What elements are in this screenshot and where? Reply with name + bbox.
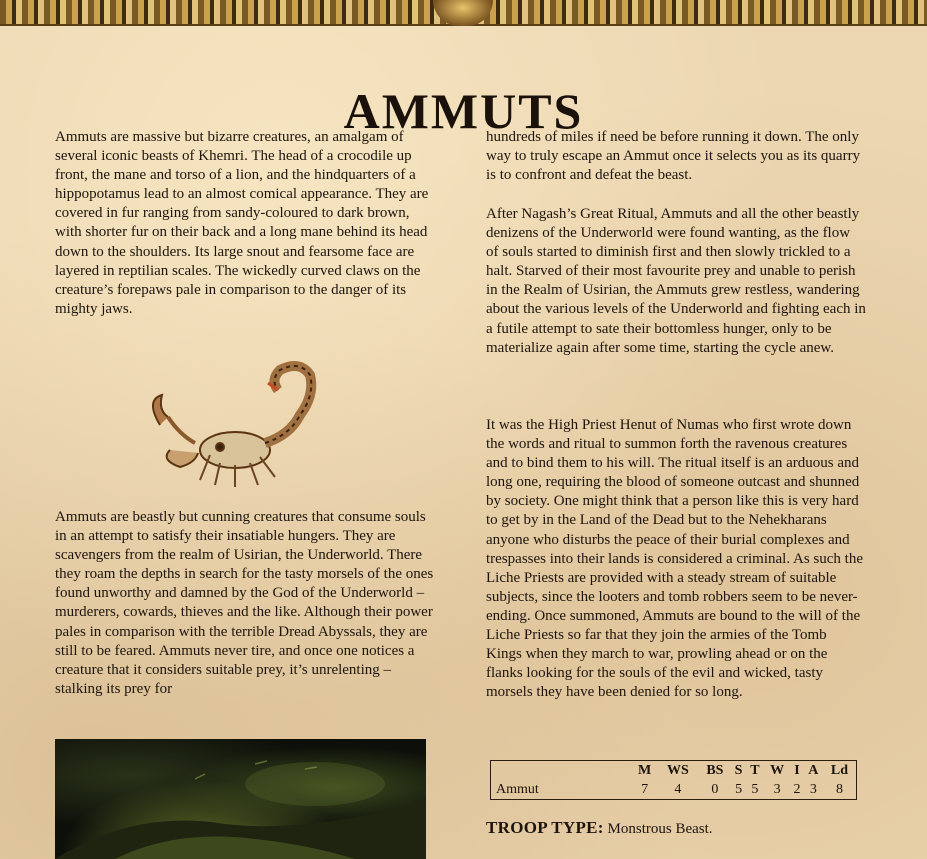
stat-value-t: 5 xyxy=(751,781,759,797)
stat-row-ammut xyxy=(491,780,857,800)
stat-header-w: W xyxy=(770,762,785,778)
stat-header-s: S xyxy=(734,762,743,778)
stat-header-blank xyxy=(491,761,633,781)
ammut-artwork-icon xyxy=(55,739,426,859)
stat-value-ld: 8 xyxy=(835,781,843,797)
stat-header-ws: WS xyxy=(666,762,689,778)
troop-type-label: TROOP TYPE: xyxy=(486,818,604,837)
paragraph-summoning: It was the High Priest Henut of Numas who first wrote down the words and ritual to summon forth the ravenous creatures and to bind them to his will. The ritual itself is an arduous and long one, requiring the blood of someone outcast and shunned by society. One might think that a person like this is very hard to get by in the Land of the Dead but to the Nehekharans anyone who disturbs the peace of their burial complexes and trespasses into their lands is considered a criminal. As such the Liche Priests are provided with a steady stream of suitable subjects, since the looters and tomb robbers seem to be never-ending. Once summoned, Ammuts are bound to the will of the Liche Priests so far that they join the armies of the Tomb Kings when they march to war, prowling ahead or on the flanks looking for the souls of the evil and wicked, tasty morsels they have been denied for so long. xyxy=(486,417,863,701)
paragraph-great-ritual: After Nagash’s Great Ritual, Ammuts and all the other beastly denizens of the Underworld were found wanting, as the flow of souls started to diminish first and then slowly trickled to a halt. Starved of their most favourite prey and unable to perish in the Realm of Usirian, the Ammuts grew restless, wandering about the various levels of the Underworld and fighting each in a futile attempt to sate their bottomless hunger, only to be materialize again after some time, starting the cycle anew. xyxy=(486,206,866,356)
decorative-top-border xyxy=(0,0,927,26)
stat-value-a: 3 xyxy=(809,781,817,797)
stat-header-bs: BS xyxy=(706,762,724,778)
stat-unit-name: Ammut xyxy=(496,781,539,797)
paragraph-continuation: hundreds of miles if need be before running it down. The only way to truly escape an Ammut once it selects you as its quarry is to confront and defeat the beast. xyxy=(486,129,861,184)
stat-header-ld: Ld xyxy=(830,762,849,778)
stat-header-i: I xyxy=(794,762,800,778)
stat-value-bs: 0 xyxy=(711,781,719,797)
stat-header-row xyxy=(491,761,857,781)
top-ornament-icon xyxy=(433,0,493,26)
scorpion-icon xyxy=(140,355,345,495)
stat-header-a: A xyxy=(808,762,819,778)
stat-header-t: T xyxy=(750,762,760,778)
ammut-artwork-image xyxy=(55,739,426,859)
paragraph-description: Ammuts are massive but bizarre creatures, an amalgam of several iconic beasts of Khemri. The head of a crocodile up front, the mane and torso of a lion, and the hindquarters of a hippopotamus lead to an almost comical appearance. They are covered in fur ranging from sandy-coloured to dark brown, with shorter fur on their back and a long mane behind its head down to the shoulders. Its large snout and fearsome face are layered in reptilian scales. The wickedly curved claws on the creature’s forepaws pale in comparison to the danger of its mighty jaws. xyxy=(55,129,429,317)
stat-value-s: 5 xyxy=(735,781,743,797)
stat-value-i: 2 xyxy=(793,781,801,797)
page-title: AMMUTS xyxy=(343,82,584,139)
troop-type-value: Monstrous Beast. xyxy=(607,821,713,837)
stat-value-ws: 4 xyxy=(674,781,682,797)
troop-type xyxy=(486,818,713,838)
stat-header-m: M xyxy=(637,762,652,778)
stat-table xyxy=(490,760,857,800)
stat-value-m: 7 xyxy=(641,781,649,797)
paragraph-behavior: Ammuts are beastly but cunning creatures that consume souls in an attempt to satisfy their insatiable hungers. They are scavengers from the realm of Usirian, the Underworld. There they roam the depths in search for the tasty morsels of the ones found unworthy and damned by the God of the Underworld – murderers, cowards, thieves and the like. Although their power pales in comparison with the terrible Dread Abyssals, they are still to be feared. Ammuts never tire, and once one notices a creature that it considers suitable prey, it’s unrelenting – stalking its prey for xyxy=(55,509,434,697)
stat-value-w: 3 xyxy=(773,781,781,797)
